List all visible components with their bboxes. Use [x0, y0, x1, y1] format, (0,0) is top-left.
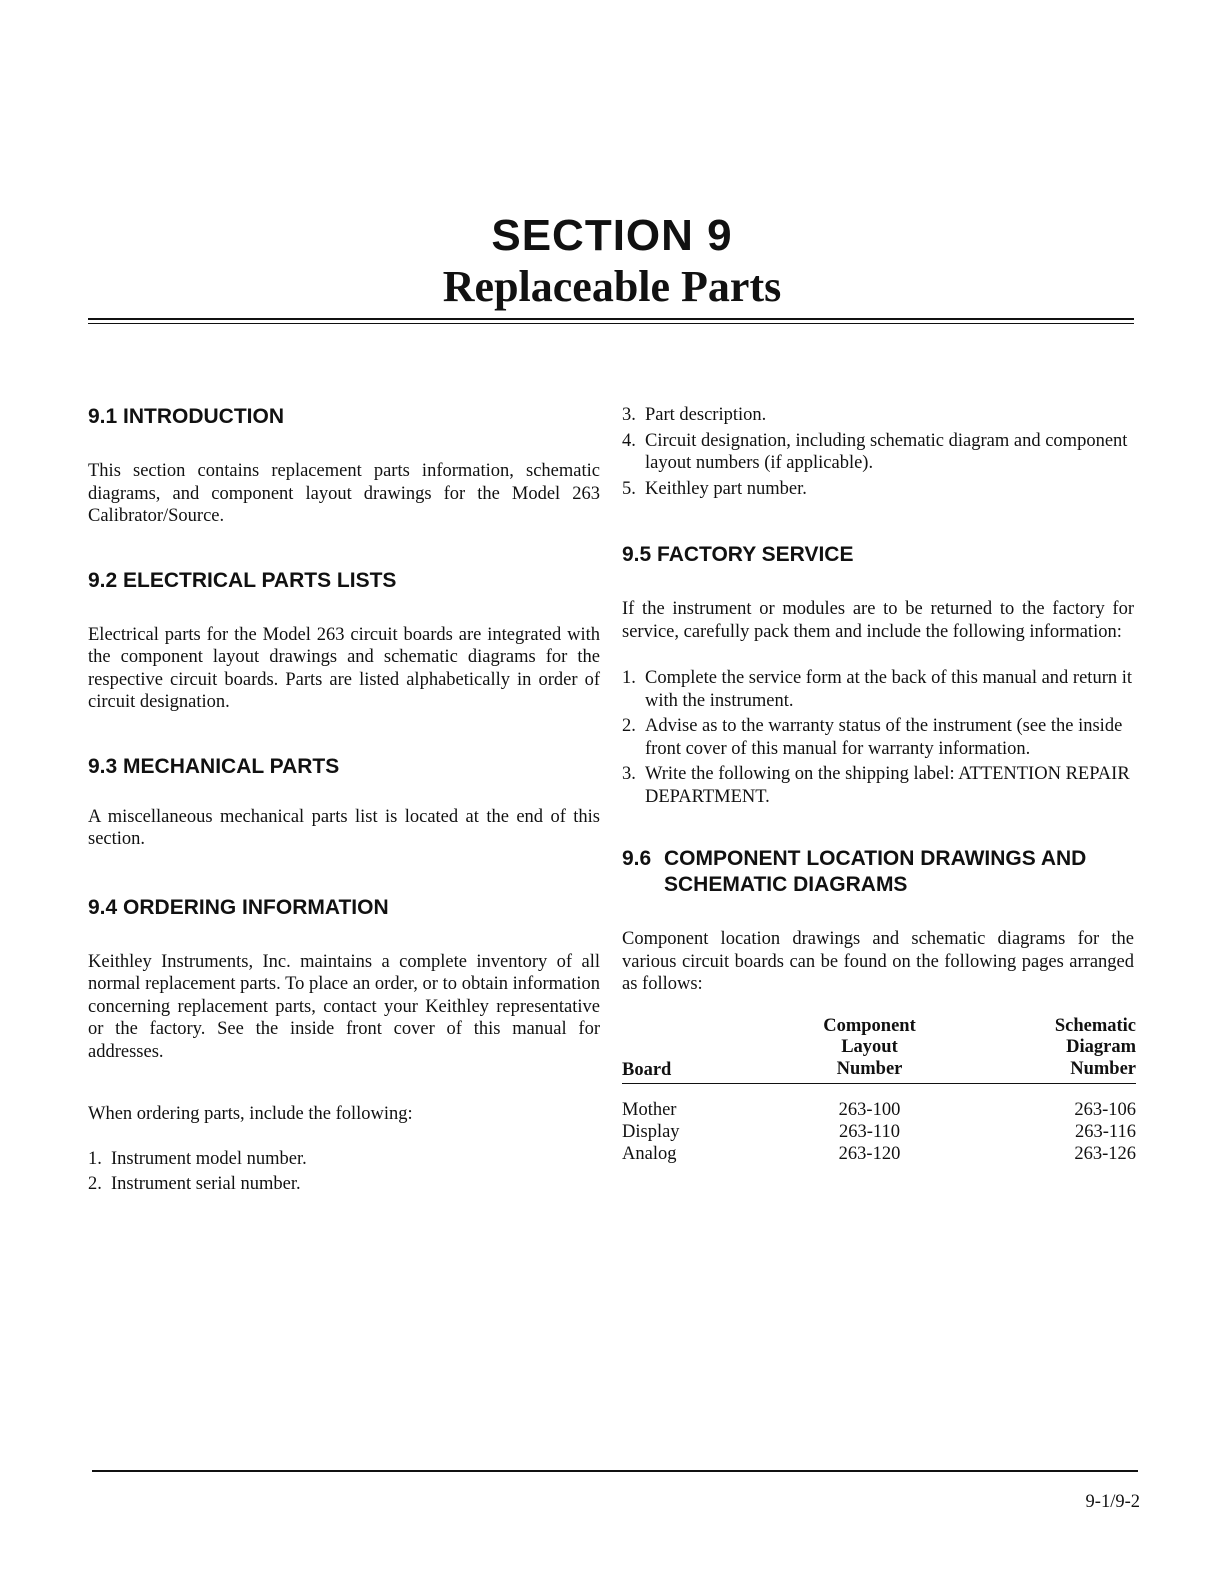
list-text: Instrument serial number. — [111, 1174, 301, 1194]
col-header-layout-line: Component — [823, 1015, 916, 1036]
table-row — [622, 1122, 1136, 1144]
heading-9-3: 9.3 MECHANICAL PARTS — [88, 754, 340, 778]
list-number: 3. — [622, 764, 636, 784]
section-number: SECTION 9 — [491, 211, 733, 260]
heading-9-6 — [622, 846, 1134, 898]
col-header-layout-line: Number — [836, 1058, 903, 1079]
col-header-schematic-line: Schematic — [1054, 1015, 1136, 1036]
list-text: Part description. — [645, 405, 767, 425]
list-number: 1. — [622, 668, 636, 688]
list-number: 2. — [88, 1174, 102, 1194]
list-text: Advise as to the warranty status of the instrument (see the inside front cover of this manual for warranty information. — [645, 716, 1123, 759]
factory-service-paragraph: If the instrument or modules are to be returned to the factory for service, carefully pack them and include the following information: — [622, 599, 1134, 642]
cell-board: Mother — [622, 1099, 677, 1120]
list-item — [88, 1173, 600, 1196]
right-column — [622, 404, 1134, 1166]
list-item — [622, 478, 1134, 501]
list-item — [88, 1148, 600, 1171]
list-item — [622, 715, 1134, 760]
heading-9-1: 9.1 INTRODUCTION — [88, 405, 285, 428]
col-header-schematic-line: Diagram — [1066, 1037, 1136, 1057]
table-header-rule — [622, 1083, 1136, 1084]
cell-layout: 263-120 — [838, 1143, 901, 1164]
table-row — [622, 1100, 1136, 1122]
cell-schematic: 263-126 — [1074, 1143, 1136, 1164]
title-rule-top — [88, 318, 1134, 320]
col-header-board: Board — [622, 1059, 672, 1080]
list-number: 5. — [622, 478, 636, 499]
cell-layout: 263-100 — [838, 1099, 901, 1120]
col-header-schematic-line: Number — [1070, 1058, 1136, 1079]
table-body — [622, 1100, 1136, 1166]
section-title: Replaceable Parts — [442, 262, 782, 311]
ordering-paragraph: Keithley Instruments, Inc. maintains a complete inventory of all normal replacement parts. To place an order, or to obtain information concerning replacement parts, contact your Keithley representative or the factory. See the inside front cover of this manual for addresses. — [88, 951, 600, 1062]
boards-table — [622, 1016, 1134, 1166]
title-rule-bottom — [88, 323, 1134, 324]
factory-service-list — [622, 667, 1134, 808]
heading-9-6-line2: SCHEMATIC DIAGRAMS — [664, 873, 908, 896]
list-item — [622, 667, 1134, 712]
left-column — [88, 404, 600, 1199]
list-text: Circuit designation, including schematic diagram and component layout numbers (if applicable). — [645, 430, 1128, 473]
ordering-list-continued — [622, 404, 1134, 500]
cell-board: Display — [622, 1121, 680, 1142]
list-number: 1. — [88, 1148, 102, 1169]
footer-rule — [92, 1470, 1138, 1472]
heading-9-5: 9.5 FACTORY SERVICE — [622, 543, 854, 566]
ordering-list — [88, 1148, 600, 1196]
list-text: Complete the service form at the back of this manual and return it with the instrument. — [645, 668, 1133, 711]
cell-layout: 263-110 — [839, 1121, 900, 1142]
list-text: Write the following on the shipping label: ATTENTION REPAIR DEPARTMENT. — [645, 764, 1130, 807]
col-header-layout-line: Layout — [841, 1037, 898, 1057]
col-header-layout — [792, 1016, 947, 1081]
heading-9-6-line1: COMPONENT LOCATION DRAWINGS AND — [664, 847, 1087, 870]
list-text: Instrument model number. — [111, 1148, 307, 1169]
list-item — [622, 404, 1134, 427]
cell-board: Analog — [622, 1143, 677, 1164]
ordering-intro: When ordering parts, include the following: — [88, 1104, 413, 1124]
list-number: 3. — [622, 405, 636, 425]
intro-paragraph: This section contains replacement parts information, schematic diagrams, and component layout drawings for the Model 263 Calibrator/Source. — [88, 461, 600, 526]
electrical-parts-paragraph: Electrical parts for the Model 263 circuit boards are integrated with the component layout drawings and schematic diagrams for the respective circuit boards. Parts are listed alphabetically in order of circuit designation. — [88, 624, 600, 712]
list-number: 2. — [622, 716, 636, 736]
heading-9-2: 9.2 ELECTRICAL PARTS LISTS — [88, 568, 397, 592]
page-number: 9-1/9-2 — [1085, 1492, 1140, 1512]
cell-schematic: 263-116 — [1075, 1121, 1136, 1142]
table-row — [622, 1144, 1136, 1166]
heading-9-6-number: 9.6 — [622, 847, 652, 870]
cell-schematic: 263-106 — [1074, 1099, 1136, 1120]
list-item — [622, 430, 1134, 475]
heading-9-4: 9.4 ORDERING INFORMATION — [88, 895, 389, 919]
list-text: Keithley part number. — [645, 478, 807, 499]
list-number: 4. — [622, 430, 636, 451]
mechanical-parts-paragraph: A miscellaneous mechanical parts list is located at the end of this section. — [88, 806, 600, 849]
col-header-schematic — [1002, 1016, 1136, 1081]
list-item — [622, 763, 1134, 808]
component-location-paragraph: Component location drawings and schematic diagrams for the various circuit boards can be found on the following pages arranged as follows: — [622, 929, 1134, 994]
